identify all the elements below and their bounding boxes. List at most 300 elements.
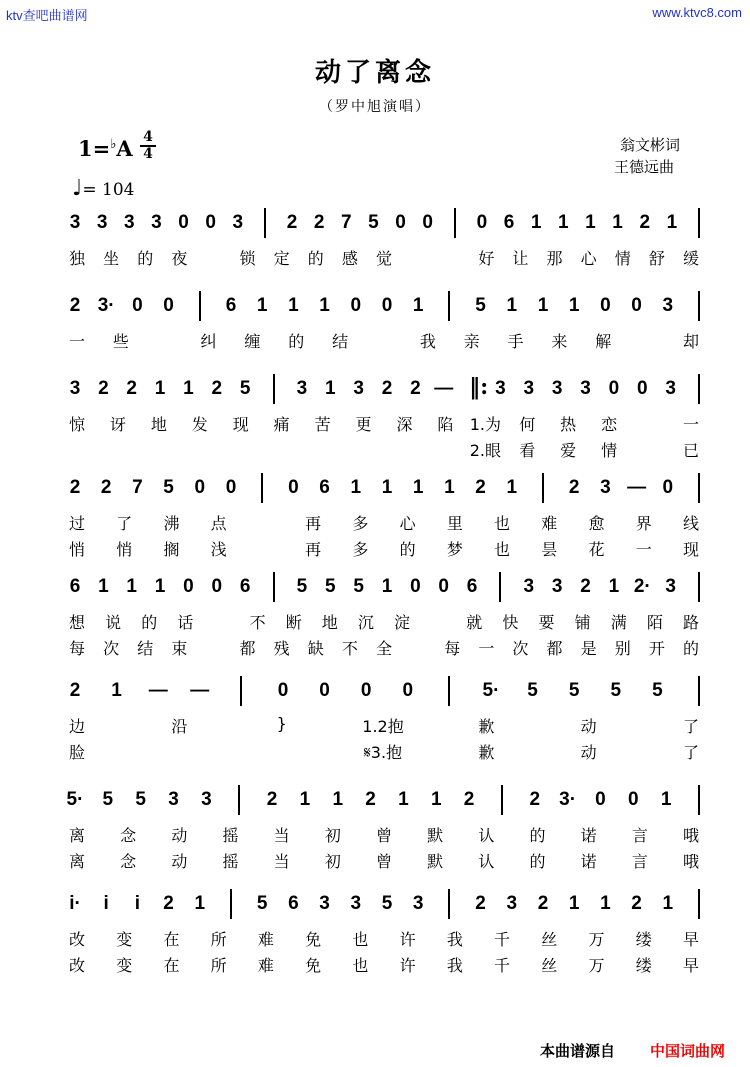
- barline: [698, 473, 700, 503]
- note: 1: [412, 295, 424, 316]
- lyric-char: 淀: [394, 613, 411, 632]
- barline: [698, 676, 700, 706]
- lyric-char: 的: [307, 249, 324, 268]
- note: 3: [353, 378, 364, 399]
- lyric-char: 初: [324, 852, 341, 871]
- lyric-char: 陷: [437, 415, 454, 434]
- note: 1: [324, 378, 336, 399]
- note: 6: [288, 893, 299, 914]
- lyric-char: 认: [478, 852, 495, 871]
- note: 0: [319, 680, 330, 701]
- lyric-line-2: [68, 953, 699, 977]
- lyric-char: 的: [141, 613, 158, 632]
- note: 3: [296, 378, 308, 399]
- note: 0: [205, 212, 216, 233]
- lyric-char: 痛: [273, 415, 290, 434]
- note: 1: [506, 477, 518, 498]
- note: 3: [551, 378, 563, 399]
- note: 3: [168, 789, 179, 810]
- barline: [542, 473, 544, 503]
- note: 0: [608, 378, 620, 399]
- note: 0: [194, 477, 206, 498]
- lyric-char: 摇: [222, 826, 239, 845]
- note: 5: [163, 477, 174, 498]
- lyric-line-1: [68, 246, 699, 270]
- note: 0: [438, 576, 449, 597]
- lyric-line-1: [68, 511, 699, 535]
- barline: [698, 785, 700, 815]
- note: 6: [239, 576, 251, 597]
- note: 0: [350, 295, 362, 316]
- note: 5: [475, 295, 486, 316]
- note: —: [190, 680, 210, 701]
- note: 3: [662, 295, 674, 316]
- note: 5: [102, 789, 114, 810]
- lyric-char: 惊: [68, 415, 85, 434]
- barline: [698, 889, 700, 919]
- note: 2: [381, 378, 393, 399]
- note: 2: [475, 893, 486, 914]
- note: 6: [466, 576, 478, 597]
- lyric-char: 线: [682, 514, 699, 533]
- note: 1: [558, 212, 569, 233]
- note: 3: [350, 893, 362, 914]
- note: 1: [600, 893, 611, 914]
- note: 3: [151, 212, 162, 233]
- note: 2: [410, 378, 421, 399]
- note: 5: [239, 378, 251, 399]
- note: —: [434, 378, 454, 399]
- lyric-char: 离: [68, 826, 85, 845]
- lyric-char: 念: [120, 826, 137, 845]
- note: 2: [286, 212, 298, 233]
- lyric-char: 万: [588, 956, 605, 975]
- barline: [454, 208, 456, 238]
- lyric-char: 更: [355, 415, 372, 434]
- page-subtitle: （罗中旭演唱）: [319, 99, 431, 115]
- lyric-char: 免: [305, 930, 322, 949]
- lyric-char: 不: [249, 613, 266, 632]
- note: 2: [631, 893, 642, 914]
- barline: [501, 785, 503, 815]
- note: 2: [98, 378, 109, 399]
- lyric-char: 再: [305, 514, 322, 533]
- note: 2: [537, 893, 549, 914]
- lyric-char: 一: [682, 415, 699, 434]
- lyric-char: 我: [446, 956, 463, 975]
- note: 2: [69, 680, 81, 701]
- note: 3: [600, 477, 611, 498]
- note: 3: [201, 789, 212, 810]
- lyric-char: 一: [635, 540, 652, 559]
- lyric-char: 独: [68, 249, 85, 268]
- barline: [230, 889, 232, 919]
- note: 3: [96, 212, 108, 233]
- lyric-char: 在: [163, 956, 180, 975]
- time-bottom: 4: [143, 146, 153, 162]
- notes-row: [70, 576, 694, 606]
- note: 0: [402, 680, 414, 701]
- lyric-line-1: [68, 714, 699, 738]
- lyricist-credit: 翁文彬词: [620, 137, 681, 154]
- lyric-char: 的: [399, 540, 416, 559]
- lyric-char: 话: [177, 613, 194, 632]
- lyric-char: 沿: [171, 717, 188, 736]
- lyric-char: 何: [519, 415, 536, 434]
- note: 1: [256, 295, 268, 316]
- lyric-char: 诺: [580, 852, 597, 871]
- note: 5: [527, 680, 538, 701]
- lyric-char: 在: [163, 930, 180, 949]
- lyric-char: 地: [150, 415, 167, 434]
- note: 5: [610, 680, 622, 701]
- lyric-char: 当: [273, 852, 290, 871]
- lyric-char: 言: [631, 852, 648, 871]
- lyric-char: 的: [288, 332, 305, 351]
- note: 2: [365, 789, 376, 810]
- lyric-char: 想: [68, 613, 85, 632]
- note: 3: [506, 893, 518, 914]
- note: 5: [368, 212, 379, 233]
- note: 2: [313, 212, 325, 233]
- lyric-char: 动: [580, 743, 597, 762]
- lyric-char: 全: [375, 639, 392, 658]
- barline: [238, 785, 240, 815]
- lyric-char: 哦: [682, 826, 699, 845]
- lyric-char: 要: [538, 613, 555, 632]
- note: 2: [163, 893, 174, 914]
- lyric-char: 坐: [103, 249, 120, 268]
- lyric-char: 悄: [68, 540, 85, 559]
- note: 2: [126, 378, 137, 399]
- lyric-char: 一: [478, 639, 495, 658]
- lyric-char: 地: [321, 613, 338, 632]
- footer-source-site: 中国词曲网: [650, 1043, 726, 1060]
- lyric-char: 锁: [239, 249, 256, 268]
- note: 1: [381, 477, 393, 498]
- lyric-char: 里: [446, 514, 463, 533]
- lyric-char: 却: [682, 332, 699, 351]
- note: 1: [666, 212, 678, 233]
- lyric-char: 每: [444, 639, 461, 658]
- key-signature: [78, 136, 133, 161]
- note: 0: [277, 680, 289, 701]
- note: 7: [132, 477, 143, 498]
- lyric-char: 每: [68, 639, 85, 658]
- lyric-char: 曾: [375, 826, 392, 845]
- lyric-char: 舒: [648, 249, 665, 268]
- lyric-char: 就: [466, 613, 483, 632]
- barline: [261, 473, 263, 503]
- note: 1: [98, 576, 109, 597]
- lyric-char: 歉: [478, 743, 495, 762]
- note: 0: [631, 295, 642, 316]
- lyric-char: 过: [68, 514, 85, 533]
- lyric-char: 满: [610, 613, 627, 632]
- lyric-char: 改: [68, 930, 85, 949]
- note: —: [148, 680, 168, 701]
- note: 1: [299, 789, 311, 810]
- note: 5: [652, 680, 663, 701]
- lyric-char: 结: [137, 639, 154, 658]
- lyric-char: 免: [305, 956, 322, 975]
- repeat-sign: ‖:: [469, 374, 489, 400]
- barline: [698, 208, 700, 238]
- lyric-char: 变: [116, 930, 133, 949]
- lyric-char: 万: [588, 930, 605, 949]
- lyric-char: 难: [541, 514, 558, 533]
- lyric-char: 情: [601, 441, 618, 460]
- lyric-char: 热: [560, 415, 577, 434]
- note: 0: [410, 576, 421, 597]
- notes-row: [70, 212, 694, 242]
- lyric-char: 心: [580, 249, 597, 268]
- lyric-char: 许: [399, 956, 416, 975]
- note: 0: [476, 212, 488, 233]
- barline: [499, 572, 501, 602]
- lyric-char: 言: [631, 826, 648, 845]
- note: 2·: [633, 576, 651, 597]
- lyric-line-1: [68, 329, 699, 353]
- note: 1: [585, 212, 596, 233]
- barline: [698, 374, 700, 404]
- lyric-char: 多: [352, 514, 369, 533]
- lyric-char: 当: [273, 826, 290, 845]
- tempo-marking: [72, 176, 135, 201]
- lyric-char: 多: [352, 540, 369, 559]
- note: 3: [665, 378, 676, 399]
- lyric-char: 现: [232, 415, 249, 434]
- lyric-char: 动: [171, 826, 188, 845]
- note: 5: [324, 576, 336, 597]
- note: 1: [506, 295, 518, 316]
- lyric-char: 残: [273, 639, 290, 658]
- note: —: [627, 477, 647, 498]
- lyric-char: 1.2抱: [362, 717, 404, 736]
- lyric-char: 亲: [463, 332, 480, 351]
- lyric-char: 愈: [588, 514, 605, 533]
- note: i: [103, 893, 109, 914]
- note: 1: [444, 477, 455, 498]
- note: 1: [332, 789, 344, 810]
- lyric-line-2: [68, 537, 699, 561]
- notes-row: [66, 789, 694, 819]
- lyric-char: 的: [529, 826, 546, 845]
- note: 2: [580, 576, 591, 597]
- note: 6: [225, 295, 237, 316]
- lyric-line-2: [70, 438, 699, 462]
- note: 1: [568, 295, 580, 316]
- notes-row: [70, 477, 694, 507]
- lyric-char: 断: [285, 613, 302, 632]
- lyric-char: 缕: [635, 930, 652, 949]
- lyric-char: 所: [210, 956, 227, 975]
- note: 5: [256, 893, 268, 914]
- watermark-right: www.ktvc8.com: [652, 5, 742, 20]
- lyric-char: 都: [546, 639, 563, 658]
- note: 2: [568, 477, 580, 498]
- barline: [273, 572, 275, 602]
- note: 6: [319, 477, 330, 498]
- lyric-line-2: [68, 740, 699, 764]
- lyric-char: 深: [396, 415, 413, 434]
- lyric-char: 让: [512, 249, 529, 268]
- note: 0: [211, 576, 223, 597]
- note: i·: [69, 893, 81, 914]
- lyric-char: 些: [112, 332, 129, 351]
- lyric-char: 都: [239, 639, 256, 658]
- page-title: 动了离念: [314, 58, 435, 88]
- key-note: A: [116, 136, 133, 161]
- lyric-char: 次: [512, 639, 529, 658]
- lyric-char: 的: [529, 852, 546, 871]
- note: 1: [398, 789, 409, 810]
- composer-credit: 王德远曲: [614, 159, 675, 176]
- note: 1: [412, 477, 424, 498]
- note: 1: [430, 789, 442, 810]
- note: 0: [422, 212, 433, 233]
- lyric-char: 1.为: [469, 415, 501, 434]
- lyric-char: 了: [116, 514, 133, 533]
- time-signature: [140, 130, 156, 162]
- lyric-line-1: [68, 927, 699, 951]
- lyric-char: 觉: [375, 249, 392, 268]
- lyric-char: 默: [427, 852, 444, 871]
- lyric-char: 缠: [244, 332, 261, 351]
- notes-row: [70, 893, 694, 923]
- lyric-line-2: [68, 636, 699, 660]
- lyric-char: 也: [352, 956, 369, 975]
- note: 2: [529, 789, 541, 810]
- lyric-char: 情: [614, 249, 631, 268]
- lyric-char: 缕: [635, 956, 652, 975]
- lyric-char: 所: [210, 930, 227, 949]
- lyric-char: 改: [68, 956, 85, 975]
- note: 3: [232, 212, 244, 233]
- lyric-char: 苦: [314, 415, 331, 434]
- lyric-char: 花: [588, 540, 605, 559]
- lyric-char: 好: [478, 249, 495, 268]
- note: 0: [628, 789, 639, 810]
- lyric-char: 点: [210, 514, 227, 533]
- note: 0: [132, 295, 143, 316]
- note: 3: [523, 378, 535, 399]
- note: 5: [135, 789, 146, 810]
- note: 3: [523, 576, 535, 597]
- note: 0: [225, 477, 237, 498]
- note: 1: [662, 893, 674, 914]
- lyric-char: 心: [399, 514, 416, 533]
- note: 2: [463, 789, 475, 810]
- note: 5: [353, 576, 364, 597]
- barline: [448, 889, 450, 919]
- note: 3: [412, 893, 424, 914]
- note: 1: [126, 576, 137, 597]
- lyric-char: 哦: [682, 852, 699, 871]
- lyric-char: 2.眼: [469, 441, 501, 460]
- note: 3: [665, 576, 676, 597]
- lyric-line-2: [68, 849, 699, 873]
- note: 5·: [66, 789, 84, 810]
- lyric-char: 许: [399, 930, 416, 949]
- lyric-char: 解: [595, 332, 612, 351]
- lyric-char: 缓: [682, 249, 699, 268]
- lyric-char: 搁: [163, 540, 180, 559]
- note: 1: [608, 576, 620, 597]
- note: 2: [475, 477, 486, 498]
- lyric-char: 早: [682, 930, 699, 949]
- quarter-note-icon: ♩: [72, 176, 83, 201]
- lyric-char: 摇: [222, 852, 239, 871]
- lyric-char: 悄: [116, 540, 133, 559]
- note: 0: [600, 295, 611, 316]
- lyric-char: 的: [682, 639, 699, 658]
- note: 3: [551, 576, 563, 597]
- lyric-char: 初: [324, 826, 341, 845]
- lyric-char: 边: [68, 717, 85, 736]
- lyric-char: 动: [580, 717, 597, 736]
- note: 1: [288, 295, 299, 316]
- lyric-char: 难: [257, 956, 274, 975]
- flat-symbol: ♭: [110, 137, 117, 152]
- barline: [240, 676, 242, 706]
- note: 1: [183, 378, 194, 399]
- lyric-char: 感: [341, 249, 358, 268]
- note: 3: [69, 378, 81, 399]
- lyric-char: 我: [419, 332, 436, 351]
- note: 0: [381, 295, 393, 316]
- notes-row: [70, 680, 694, 710]
- lyric-char: 难: [257, 930, 274, 949]
- lyric-char: 千: [494, 956, 511, 975]
- note: 3: [580, 378, 591, 399]
- note: 1: [319, 295, 330, 316]
- lyric-char: 爱: [560, 441, 577, 460]
- note: 1: [154, 576, 166, 597]
- lyric-char: 了: [682, 743, 699, 762]
- note: 0: [178, 212, 189, 233]
- lyric-char: 结: [332, 332, 349, 351]
- lyric-char: 不: [341, 639, 358, 658]
- lyric-char: 再: [305, 540, 322, 559]
- lyric-char: 也: [494, 540, 511, 559]
- lyric-char: 纠: [200, 332, 217, 351]
- note: 0: [288, 477, 299, 498]
- note: 7: [341, 212, 352, 233]
- lyric-char: 别: [614, 639, 631, 658]
- time-top: 4: [143, 129, 153, 145]
- note: 0: [395, 212, 406, 233]
- barline: [448, 676, 450, 706]
- lyric-char: 发: [191, 415, 208, 434]
- lyric-char: 沸: [163, 514, 180, 533]
- note: 5: [296, 576, 308, 597]
- lyric-line-1: [68, 412, 699, 436]
- lyric-char: 脸: [68, 743, 85, 762]
- note: 3: [319, 893, 330, 914]
- lyric-char: 现: [682, 540, 699, 559]
- note: 0: [163, 295, 174, 316]
- lyric-char: 束: [171, 639, 188, 658]
- lyric-char: 手: [507, 332, 524, 351]
- note: 5: [381, 893, 393, 914]
- note: 3: [495, 378, 506, 399]
- lyric-char: 是: [580, 639, 597, 658]
- note: 2: [100, 477, 112, 498]
- note: 3: [123, 212, 135, 233]
- lyric-char: 𝄋3.抱: [363, 743, 403, 762]
- lyric-char: 的: [137, 249, 154, 268]
